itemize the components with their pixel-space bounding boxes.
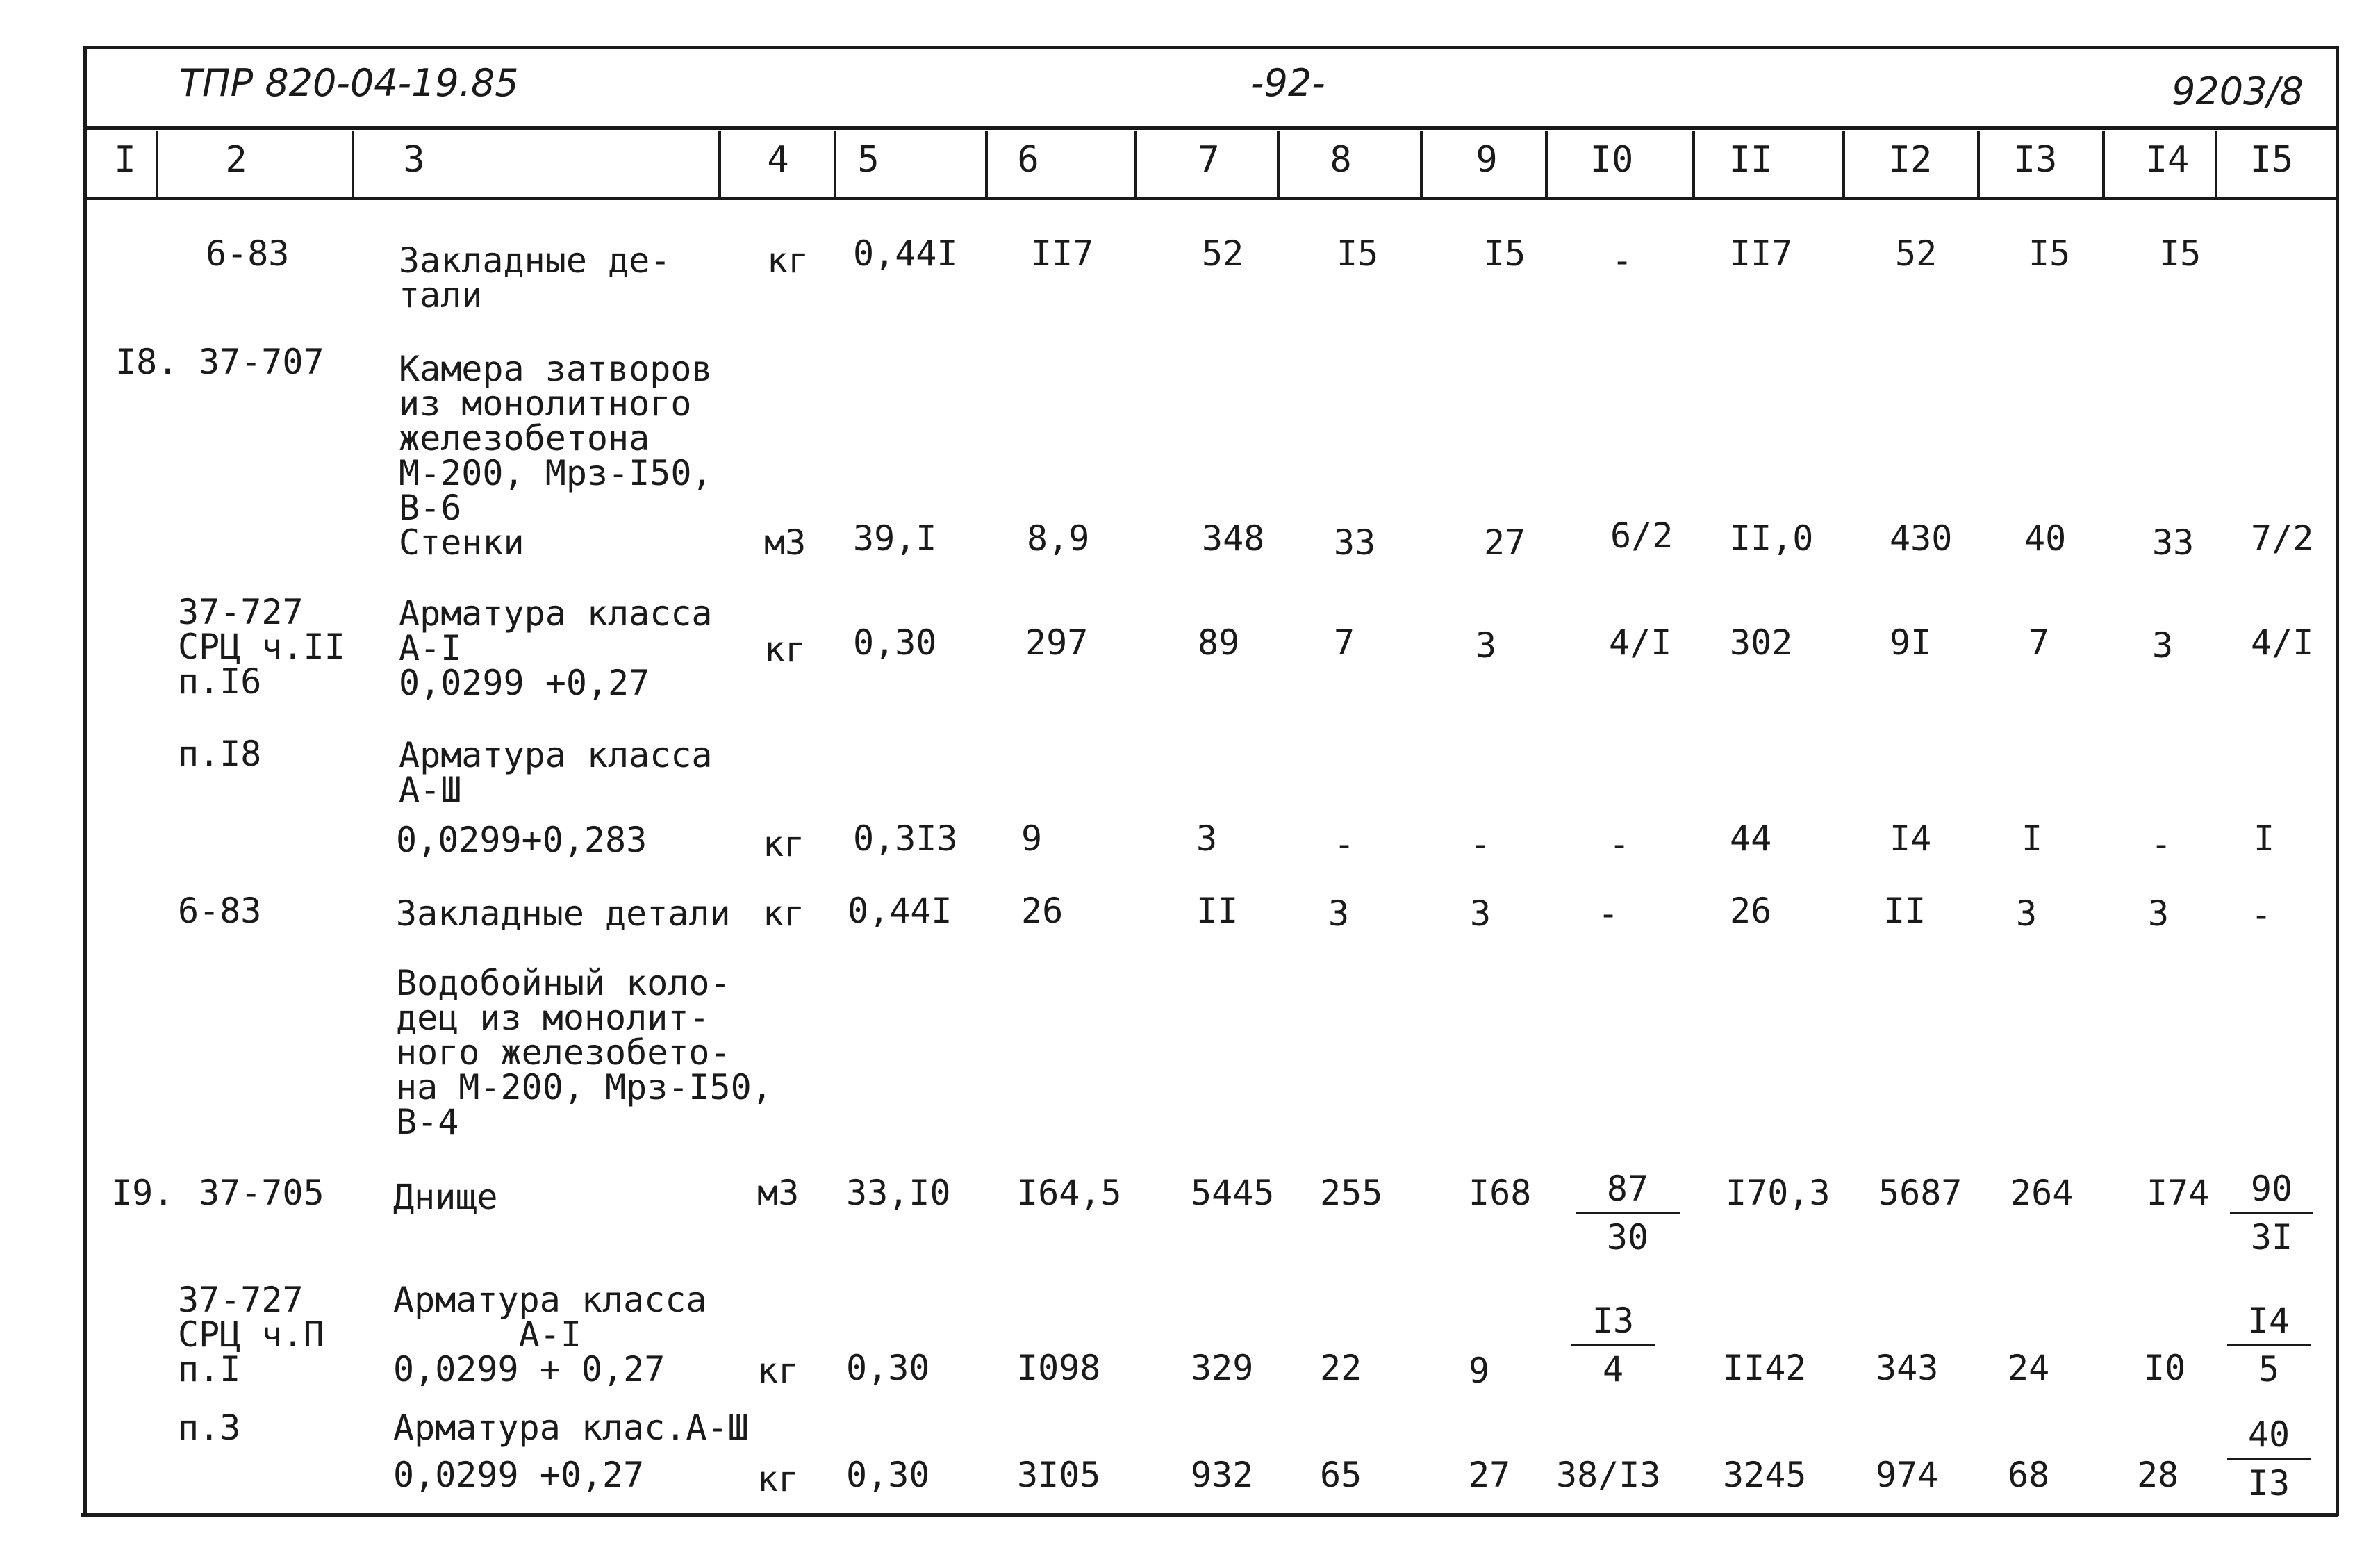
table-cell: I64,5 bbox=[1017, 1173, 1122, 1213]
col-sep bbox=[1420, 131, 1423, 197]
table-cell: 28 bbox=[2137, 1455, 2179, 1495]
denominator: I3 bbox=[2247, 1463, 2290, 1503]
numerator: 40 bbox=[2247, 1414, 2290, 1455]
table-cell: 24 bbox=[2008, 1348, 2050, 1388]
table-cell: п.3 bbox=[178, 1408, 241, 1448]
table-cell: Закладные де- тали bbox=[399, 240, 671, 315]
col-header-8: 8 bbox=[1330, 139, 1352, 181]
table-cell: - bbox=[1598, 893, 1619, 934]
col-header-3: 3 bbox=[403, 139, 425, 181]
table-cell: - bbox=[1612, 240, 1633, 281]
table-cell: 0,44I bbox=[853, 233, 958, 274]
table-cell: - bbox=[1470, 824, 1491, 864]
table-cell: 22 bbox=[1320, 1348, 1362, 1388]
fraction-cell bbox=[2230, 1171, 2313, 1255]
fraction-bar bbox=[2227, 1458, 2311, 1460]
col-sep bbox=[1692, 131, 1695, 197]
col-header-6: 6 bbox=[1017, 139, 1039, 181]
table-cell: 3 bbox=[1476, 625, 1497, 666]
table-cell: м3 bbox=[764, 522, 807, 563]
table-cell: 37-707 bbox=[199, 342, 324, 382]
table-cell: Арматура класса А-I 0,0299 +0,27 bbox=[399, 593, 713, 703]
table-cell: 0,44I bbox=[848, 891, 952, 931]
frame-left bbox=[83, 46, 87, 1516]
table-cell: 3 bbox=[1328, 893, 1350, 934]
page-number: -92- bbox=[1250, 61, 1325, 105]
table-cell: 33,I0 bbox=[846, 1173, 951, 1213]
table-cell: I0 bbox=[2144, 1348, 2186, 1388]
denominator: 5 bbox=[2258, 1349, 2280, 1389]
table-cell: 38/I3 bbox=[1556, 1455, 1661, 1495]
table-cell: II7 bbox=[1730, 233, 1793, 274]
column-header-divider bbox=[85, 197, 2338, 200]
table-cell: 0,0299 +0,27 bbox=[393, 1455, 645, 1495]
col-sep bbox=[1842, 131, 1845, 197]
col-sep bbox=[985, 131, 988, 197]
table-cell: 6-83 bbox=[206, 233, 290, 274]
fraction-cell bbox=[2227, 1303, 2311, 1387]
table-cell: 297 bbox=[1025, 622, 1089, 663]
table-cell: II,0 bbox=[1730, 518, 1814, 559]
col-header-10: I0 bbox=[1589, 139, 1634, 181]
table-cell: 0,3I3 bbox=[853, 818, 958, 859]
table-cell: I68 bbox=[1469, 1173, 1532, 1213]
table-cell: 44 bbox=[1730, 818, 1772, 859]
table-cell: Стенки bbox=[399, 522, 524, 563]
table-cell: II bbox=[1196, 891, 1239, 931]
table-cell: I5 bbox=[2159, 233, 2201, 274]
table-cell: 52 bbox=[1202, 233, 1244, 274]
table-cell: 40 bbox=[2024, 518, 2067, 559]
table-cell: 3 bbox=[2148, 893, 2170, 934]
col-sep bbox=[352, 131, 354, 197]
table-cell: 974 bbox=[1876, 1455, 1939, 1495]
table-cell: 3I05 bbox=[1017, 1455, 1101, 1495]
table-cell: I5 bbox=[1337, 233, 1379, 274]
table-cell: I5 bbox=[1484, 233, 1526, 274]
col-sep bbox=[2102, 131, 2105, 197]
table-cell: п.I8 bbox=[178, 734, 262, 774]
table-cell: Водобойный коло- дец из монолит- ного железобето- на М-200, Мрз-I50, В-4 bbox=[396, 963, 772, 1142]
col-header-5: 5 bbox=[857, 139, 879, 181]
col-header-1: I bbox=[114, 139, 136, 181]
numerator: 90 bbox=[2250, 1169, 2293, 1209]
table-cell: 3245 bbox=[1723, 1455, 1807, 1495]
table-cell: I098 bbox=[1017, 1348, 1101, 1388]
table-cell: 0,30 bbox=[853, 622, 937, 663]
table-cell: I74 bbox=[2147, 1173, 2210, 1213]
table-cell: 9I bbox=[1890, 622, 1932, 663]
table-cell: I70,3 bbox=[1726, 1173, 1831, 1213]
fraction-bar bbox=[1576, 1212, 1680, 1214]
table-cell: 39,I bbox=[853, 518, 937, 559]
table-cell: кг bbox=[763, 893, 805, 934]
col-header-15: I5 bbox=[2249, 139, 2294, 181]
table-cell: 7 bbox=[1334, 622, 1355, 663]
table-cell: 3 bbox=[1196, 818, 1218, 859]
col-header-7: 7 bbox=[1198, 139, 1220, 181]
table-cell: I5 bbox=[2028, 233, 2071, 274]
table-cell: 329 bbox=[1191, 1348, 1254, 1388]
table-cell: 3 bbox=[2016, 893, 2038, 934]
col-sep bbox=[1277, 131, 1280, 197]
table-cell: - bbox=[1609, 824, 1630, 864]
table-cell: I8. bbox=[115, 342, 179, 382]
table-cell: Днище bbox=[393, 1177, 498, 1217]
col-sep bbox=[1545, 131, 1548, 197]
col-sep bbox=[156, 131, 158, 197]
col-sep bbox=[1134, 131, 1137, 197]
table-cell: 9 bbox=[1469, 1351, 1490, 1391]
fraction-bar bbox=[2230, 1212, 2313, 1214]
fraction-bar bbox=[1571, 1344, 1655, 1346]
table-cell: 4/I bbox=[2251, 622, 2314, 663]
col-header-2: 2 bbox=[225, 139, 247, 181]
col-header-12: I2 bbox=[1888, 139, 1933, 181]
table-cell: II7 bbox=[1031, 233, 1094, 274]
table-cell: 37-727 СРЦ ч.П п.I bbox=[178, 1280, 324, 1389]
table-cell: 89 bbox=[1198, 622, 1240, 663]
table-cell: 0,30 bbox=[846, 1348, 930, 1388]
table-cell: 932 bbox=[1191, 1455, 1254, 1495]
document-code: ТПР 820-04-19.85 bbox=[179, 61, 519, 105]
table-cell: 0,0299+0,283 bbox=[396, 820, 647, 860]
denominator: 3I bbox=[2250, 1217, 2293, 1257]
table-cell: - bbox=[1334, 824, 1355, 864]
table-cell: 33 bbox=[1334, 522, 1376, 563]
table-cell: I bbox=[2254, 818, 2275, 859]
table-cell: I9. bbox=[111, 1173, 174, 1213]
fraction-bar bbox=[2227, 1344, 2311, 1346]
table-cell: кг bbox=[764, 629, 807, 670]
table-cell: кг bbox=[763, 824, 805, 864]
table-cell: 4/I bbox=[1609, 622, 1672, 663]
table-cell: 65 bbox=[1320, 1455, 1362, 1495]
table-cell: - bbox=[2151, 824, 2172, 864]
table-cell: 430 bbox=[1890, 518, 1953, 559]
table-cell: Арматура класса А-Ш bbox=[399, 735, 713, 810]
table-cell: 27 bbox=[1469, 1455, 1511, 1495]
table-cell: 6/2 bbox=[1610, 515, 1674, 556]
col-header-11: II bbox=[1728, 139, 1773, 181]
col-header-13: I3 bbox=[2013, 139, 2058, 181]
table-cell: кг bbox=[757, 1351, 800, 1391]
table-cell: 5445 bbox=[1191, 1173, 1275, 1213]
table-cell: 68 bbox=[2008, 1455, 2050, 1495]
col-sep bbox=[2215, 131, 2217, 197]
table-cell: 348 bbox=[1202, 518, 1265, 559]
table-cell: 27 bbox=[1484, 522, 1526, 563]
numerator: I3 bbox=[1592, 1301, 1635, 1341]
fraction-cell bbox=[2227, 1414, 2311, 1503]
col-header-4: 4 bbox=[767, 139, 789, 181]
table-cell: 37-727 СРЦ ч.II п.I6 bbox=[178, 592, 345, 702]
denominator: 30 bbox=[1606, 1217, 1649, 1257]
table-cell: Камера затворов из монолитного железобетона М-200, Мрз-I50, В-6 bbox=[399, 349, 713, 528]
numerator: 87 bbox=[1606, 1169, 1649, 1209]
table-cell: 26 bbox=[1730, 891, 1772, 931]
table-cell: 343 bbox=[1876, 1348, 1939, 1388]
table-cell: I bbox=[2022, 818, 2043, 859]
table-cell: 33 bbox=[2152, 522, 2195, 563]
table-cell: - bbox=[2251, 895, 2272, 935]
header-divider bbox=[85, 126, 2338, 130]
fraction-cell bbox=[1571, 1303, 1655, 1387]
sheet-number: 9203/8 bbox=[2172, 69, 2304, 113]
col-sep bbox=[1977, 131, 1980, 197]
frame-top bbox=[85, 46, 2338, 49]
table-cell: 9 bbox=[1021, 818, 1043, 859]
table-cell: 26 bbox=[1021, 891, 1064, 931]
col-sep bbox=[718, 131, 721, 197]
table-cell: 264 bbox=[2010, 1173, 2074, 1213]
table-cell: 0,30 bbox=[846, 1455, 930, 1495]
table-cell: 8,9 bbox=[1027, 518, 1090, 559]
frame-bottom bbox=[81, 1513, 2338, 1517]
table-cell: 6-83 bbox=[178, 891, 262, 931]
table-cell: I4 bbox=[1890, 818, 1932, 859]
table-cell: 37-705 bbox=[199, 1173, 324, 1213]
table-cell: II42 bbox=[1723, 1348, 1807, 1388]
fraction-cell bbox=[1576, 1171, 1680, 1255]
col-sep bbox=[834, 131, 836, 197]
table-cell: 7/2 bbox=[2251, 518, 2314, 559]
table-cell: кг bbox=[757, 1459, 800, 1499]
col-header-14: I4 bbox=[2145, 139, 2190, 181]
table-cell: м3 bbox=[757, 1173, 800, 1213]
table-cell: 3 bbox=[2152, 625, 2174, 666]
table-cell: 255 bbox=[1320, 1173, 1383, 1213]
table-cell: кг bbox=[767, 240, 809, 281]
table-cell: II bbox=[1884, 891, 1926, 931]
denominator: 4 bbox=[1602, 1349, 1624, 1389]
col-header-9: 9 bbox=[1476, 139, 1498, 181]
numerator: I4 bbox=[2247, 1301, 2290, 1341]
table-cell: 302 bbox=[1730, 622, 1793, 663]
table-cell: Арматура класса А-I 0,0299 + 0,27 bbox=[393, 1280, 707, 1389]
table-cell: Закладные детали bbox=[396, 893, 731, 934]
table-cell: 7 bbox=[2028, 622, 2050, 663]
table-cell: 3 bbox=[1470, 893, 1491, 934]
table-cell: Арматура клас.А-Ш bbox=[393, 1408, 749, 1448]
table-cell: 52 bbox=[1895, 233, 1937, 274]
table-cell: 5687 bbox=[1878, 1173, 1962, 1213]
frame-right bbox=[2336, 46, 2339, 1516]
